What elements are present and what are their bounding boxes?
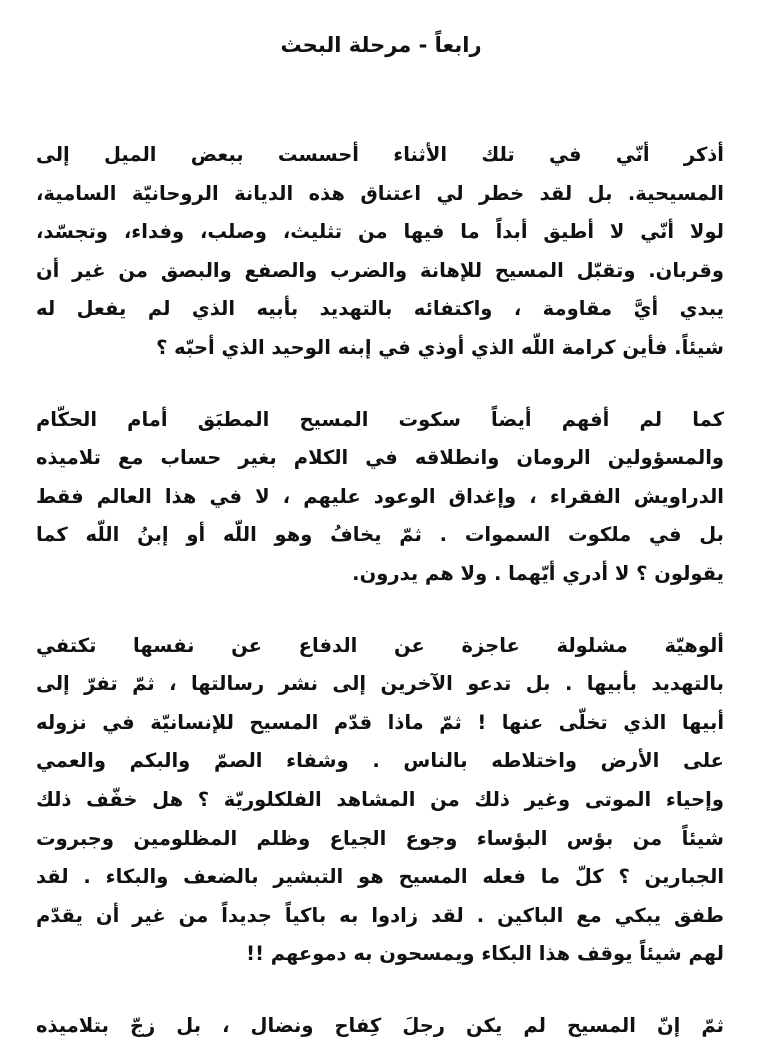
text-line: لهم شيئاً يوقف هذا البكاء ويمسحون به دموعهم !! [246, 942, 724, 966]
text-line: والمسؤولين الرومان وانطلاقه في الكلام بغير حساب مع تلاميذه [36, 446, 724, 470]
paragraph-gap [36, 368, 724, 401]
text-line: وإحياء الموتى وغير ذلك من المشاهد الفلكلوريّة ؟ هل خفّف ذلك [36, 787, 724, 811]
section-title: رابعاً - مرحلة البحث [280, 33, 482, 57]
text-line: شيئاً. فأين كرامة اللّه الذي أوذي في إبنه الوحيد الذي أحبّه ؟ [156, 335, 724, 359]
text-line: الدراويش الفقراء ، وإغداق الوعود عليهم ، لا في هذا العالم فقط [36, 484, 724, 508]
text-line: بل في ملكوت السموات . ثمّ يخافُ وهو اللّه أو إبنُ اللّه كما [36, 523, 724, 547]
paragraph-gap [36, 594, 724, 627]
text-line: يبدي أيَّ مقاومة ، واكتفائه بالتهديد بأبيه الذي لم يفعل له [36, 297, 724, 321]
paragraph-2 [36, 401, 724, 594]
text-line: الجبارين ؟ كلّ ما فعله المسيح هو التبشير بالضعف والبكاء . لقد [36, 865, 724, 889]
text-line: شيئاً من بؤس البؤساء وجوع الجياع وظلم المظلومين وجبروت [36, 826, 724, 850]
text-line: يقولون ؟ لا أدري أيّهما . ولا هم يدرون. [352, 561, 724, 585]
text-line: ثمّ إنّ المسيح لم يكن رجلَ كِفاح ونضال ، بل زجّ بتلاميذه [36, 1013, 724, 1037]
text-line: طفق يبكي مع الباكين . لقد زادوا به باكياً جديداً من غير أن يقدّم [36, 903, 724, 927]
body-text [36, 136, 724, 1045]
text-line: كما لم أفهم أيضاً سكوت المسيح المطبَق أمام الحكّام [36, 407, 724, 431]
text-line: بالتهديد بأبيها . بل تدعو الآخرين إلى نشر رسالتها ، ثمّ تفرّ إلى [36, 672, 724, 696]
text-line: المسيحية. بل لقد خطر لي اعتناق هذه الديانة الروحانيّة السامية، [36, 181, 724, 205]
text-line: لولا أنّي لا أطيق أبداً ما فيها من تثليث، وصلب، وفداء، وتجسّد، [36, 220, 724, 244]
paragraph-gap [36, 974, 724, 1007]
paragraph-1 [36, 136, 724, 368]
text-line: أبيها الذي تخلّى عنها ! ثمّ ماذا قدّم المسيح للإنسانيّة في نزوله [36, 710, 724, 734]
paragraph-3 [36, 627, 724, 974]
text-line: وقربان. وتقبّل المسيح للإهانة والضرب والصفع والبصق من غير أن [36, 258, 724, 282]
paragraph-4 [36, 1007, 724, 1045]
text-line: أذكر أنّي في تلك الأثناء أحسست ببعض الميل إلى [36, 143, 724, 166]
text-line: ألوهيّة مشلولة عاجزة عن الدفاع عن نفسها تكتفي [36, 633, 724, 657]
text-line: على الأرض واختلاطه بالناس . وشفاء الصمّ والبكم والعمي [36, 749, 724, 773]
